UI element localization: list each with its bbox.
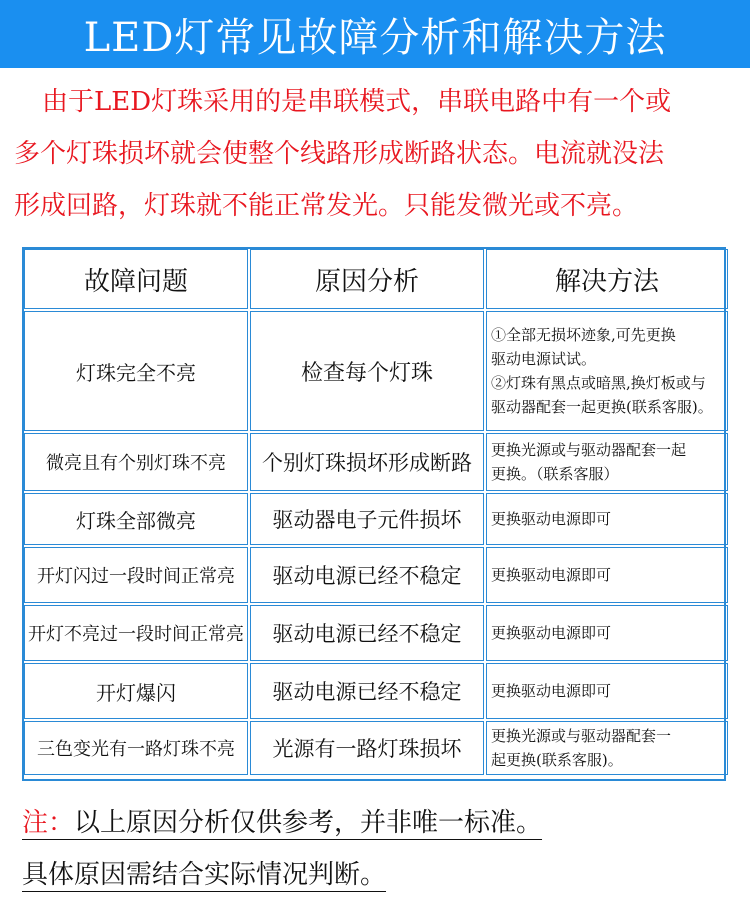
fix-cell — [486, 547, 728, 603]
note-label: 注： — [22, 808, 75, 838]
table-row — [24, 311, 728, 431]
note-underlined — [22, 808, 542, 838]
header-cause: 原因分析 — [250, 249, 484, 309]
problem-cell: 开灯不亮过一段时间正常亮 — [24, 605, 248, 661]
table-header-row — [24, 249, 728, 309]
problem-cell: 灯珠全部微亮 — [24, 493, 248, 545]
fix-line: ②灯珠有黑点或暗黑,换灯板或与 — [491, 374, 706, 392]
table-row — [24, 433, 728, 491]
table-row — [24, 547, 728, 603]
note-line-1 — [22, 802, 726, 839]
fix-cell — [486, 721, 728, 775]
problem-cell: 开灯闪过一段时间正常亮 — [24, 547, 248, 603]
table-row — [24, 493, 728, 545]
cause-cell: 驱动电源已经不稳定 — [250, 663, 484, 719]
fix-line: 更换光源或与驱动器配套一起 — [491, 441, 687, 459]
fix-cell — [486, 433, 728, 491]
cause-cell: 驱动电源已经不稳定 — [250, 605, 484, 661]
fix-line: 更换。（联系客服） — [491, 465, 619, 483]
table-row — [24, 721, 728, 775]
fix-line: 更换驱动电源即可 — [491, 624, 612, 642]
fix-line: 驱动电源试试。 — [491, 350, 597, 368]
cause-cell: 驱动电源已经不稳定 — [250, 547, 484, 603]
fix-cell — [486, 663, 728, 719]
fix-line: 起更换(联系客服)。 — [491, 751, 623, 769]
cause-cell: 光源有一路灯珠损坏 — [250, 721, 484, 775]
table-row — [24, 663, 728, 719]
intro-line: 多个灯珠损坏就会使整个线路形成断路状态。电流就没法 — [14, 139, 665, 169]
cause-cell: 个别灯珠损坏形成断路 — [250, 433, 484, 491]
intro-line: 形成回路，灯珠就不能正常发光。只能发微光或不亮。 — [14, 191, 639, 221]
fix-line: 更换驱动电源即可 — [491, 566, 612, 584]
fix-line: 更换驱动电源即可 — [491, 682, 612, 700]
fix-line: 更换光源或与驱动器配套一 — [491, 727, 672, 745]
fix-line: 更换驱动电源即可 — [491, 510, 612, 528]
header-fix: 解决方法 — [486, 249, 728, 309]
note-text-2: 具体原因需结合实际情况判断。 — [22, 860, 387, 890]
fix-cell — [486, 605, 728, 661]
cause-cell: 检查每个灯珠 — [250, 311, 484, 431]
fix-cell — [486, 311, 728, 431]
problem-cell: 三色变光有一路灯珠不亮 — [24, 721, 248, 775]
fix-line: ①全部无损坏迹象,可先更换 — [491, 326, 676, 344]
fix-cell — [486, 493, 728, 545]
cause-cell: 驱动器电子元件损坏 — [250, 493, 484, 545]
problem-cell: 微亮且有个别灯珠不亮 — [24, 433, 248, 491]
table-row — [24, 605, 728, 661]
problem-cell: 开灯爆闪 — [24, 663, 248, 719]
note-line-2 — [22, 854, 726, 891]
note-text: 以上原因分析仅供参考，并非唯一标准。 — [74, 808, 543, 838]
fix-line: 驱动器配套一起更换(联系客服)。 — [491, 398, 713, 416]
header-problem: 故障问题 — [24, 249, 248, 309]
page-title: LED灯常见故障分析和解决方法 — [0, 0, 750, 68]
problem-cell: 灯珠完全不亮 — [24, 311, 248, 431]
fault-table — [22, 247, 730, 777]
intro-paragraph — [14, 76, 738, 232]
intro-line: 由于LED灯珠采用的是串联模式，串联电路中有一个或 — [42, 87, 672, 117]
